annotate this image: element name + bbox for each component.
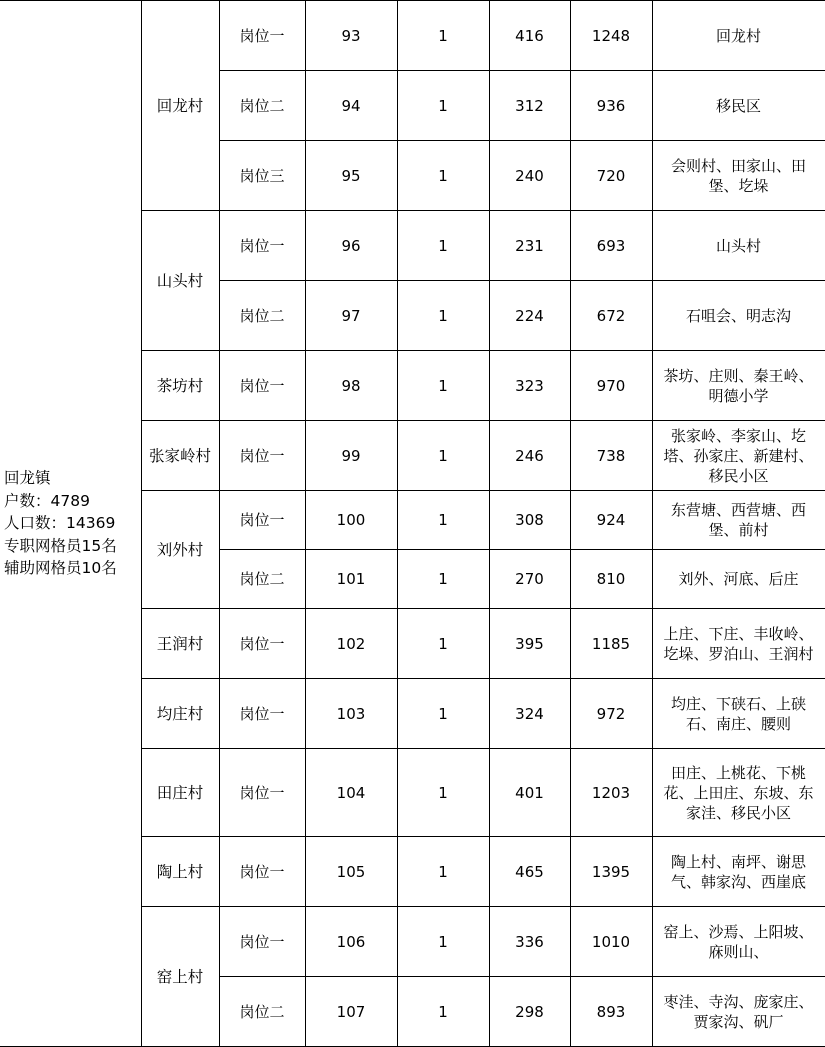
post-name: 岗位一 — [219, 679, 305, 749]
post-name: 岗位一 — [219, 609, 305, 679]
post-number: 107 — [305, 977, 397, 1047]
village-name: 田庄村 — [141, 749, 219, 837]
town-assistant: 辅助网格员10名 — [4, 559, 117, 578]
post-number: 105 — [305, 837, 397, 907]
post-name: 岗位一 — [219, 837, 305, 907]
coverage-areas: 山头村 — [652, 211, 825, 281]
post-name: 岗位一 — [219, 907, 305, 977]
post-name: 岗位三 — [219, 141, 305, 211]
staff-count: 1 — [397, 421, 489, 491]
post-number: 94 — [305, 71, 397, 141]
coverage-areas: 回龙村 — [652, 1, 825, 71]
population-count: 924 — [570, 491, 652, 550]
town-fulltime: 专职网格员15名 — [4, 536, 117, 555]
post-name: 岗位一 — [219, 351, 305, 421]
household-count: 336 — [489, 907, 570, 977]
household-count: 270 — [489, 550, 570, 609]
post-number: 97 — [305, 281, 397, 351]
post-number: 93 — [305, 1, 397, 71]
table-body — [0, 1, 825, 1047]
population-count: 1010 — [570, 907, 652, 977]
coverage-areas: 枣洼、寺沟、庞家庄、贾家沟、矾厂 — [652, 977, 825, 1047]
staff-count: 1 — [397, 837, 489, 907]
coverage-areas: 陶上村、南坪、谢思气、韩家沟、西崖底 — [652, 837, 825, 907]
village-name: 张家岭村 — [141, 421, 219, 491]
post-number: 106 — [305, 907, 397, 977]
village-name: 刘外村 — [141, 491, 219, 609]
post-name: 岗位一 — [219, 211, 305, 281]
post-name: 岗位一 — [219, 491, 305, 550]
table-row — [0, 1, 825, 71]
coverage-areas: 张家岭、李家山、圪塔、孙家庄、新建村、移民小区 — [652, 421, 825, 491]
post-number: 100 — [305, 491, 397, 550]
staff-count: 1 — [397, 749, 489, 837]
town-summary-cell — [0, 1, 141, 1047]
post-number: 102 — [305, 609, 397, 679]
post-number: 104 — [305, 749, 397, 837]
coverage-areas: 窑上、沙焉、上阳坡、庥则山、 — [652, 907, 825, 977]
population-count: 693 — [570, 211, 652, 281]
population-count: 936 — [570, 71, 652, 141]
coverage-areas: 会则村、田家山、田堡、圪垛 — [652, 141, 825, 211]
population-count: 720 — [570, 141, 652, 211]
staff-count: 1 — [397, 351, 489, 421]
household-count: 395 — [489, 609, 570, 679]
population-count: 1248 — [570, 1, 652, 71]
staff-count: 1 — [397, 907, 489, 977]
village-name: 回龙村 — [141, 1, 219, 211]
post-name: 岗位一 — [219, 1, 305, 71]
coverage-areas: 茶坊、庄则、秦王岭、明德小学 — [652, 351, 825, 421]
post-name: 岗位二 — [219, 71, 305, 141]
population-count: 972 — [570, 679, 652, 749]
village-name: 山头村 — [141, 211, 219, 351]
staff-count: 1 — [397, 1, 489, 71]
household-count: 401 — [489, 749, 570, 837]
staff-count: 1 — [397, 609, 489, 679]
post-number: 99 — [305, 421, 397, 491]
household-count: 308 — [489, 491, 570, 550]
household-count: 324 — [489, 679, 570, 749]
staff-count: 1 — [397, 71, 489, 141]
household-count: 224 — [489, 281, 570, 351]
population-count: 1203 — [570, 749, 652, 837]
staff-count: 1 — [397, 491, 489, 550]
population-count: 1185 — [570, 609, 652, 679]
coverage-areas: 刘外、河底、后庄 — [652, 550, 825, 609]
post-name: 岗位一 — [219, 421, 305, 491]
staff-count: 1 — [397, 550, 489, 609]
population-count: 1395 — [570, 837, 652, 907]
post-number: 103 — [305, 679, 397, 749]
population-count: 738 — [570, 421, 652, 491]
coverage-areas: 上庄、下庄、丰收岭、圪垛、罗泊山、王润村 — [652, 609, 825, 679]
post-number: 98 — [305, 351, 397, 421]
post-number: 101 — [305, 550, 397, 609]
town-households: 户数：4789 — [4, 491, 90, 510]
post-name: 岗位二 — [219, 550, 305, 609]
town-population: 人口数：14369 — [4, 514, 116, 533]
coverage-areas: 均庄、下硖石、上硖石、南庄、腰则 — [652, 679, 825, 749]
staff-count: 1 — [397, 679, 489, 749]
village-name: 茶坊村 — [141, 351, 219, 421]
coverage-areas: 移民区 — [652, 71, 825, 141]
population-count: 970 — [570, 351, 652, 421]
staff-count: 1 — [397, 211, 489, 281]
staff-count: 1 — [397, 977, 489, 1047]
household-count: 312 — [489, 71, 570, 141]
post-number: 96 — [305, 211, 397, 281]
population-count: 893 — [570, 977, 652, 1047]
household-count: 246 — [489, 421, 570, 491]
village-name: 均庄村 — [141, 679, 219, 749]
household-count: 298 — [489, 977, 570, 1047]
post-number: 95 — [305, 141, 397, 211]
population-count: 810 — [570, 550, 652, 609]
staff-count: 1 — [397, 281, 489, 351]
village-name: 陶上村 — [141, 837, 219, 907]
post-name: 岗位一 — [219, 749, 305, 837]
village-name: 王润村 — [141, 609, 219, 679]
coverage-areas: 田庄、上桃花、下桃花、上田庄、东坡、东家洼、移民小区 — [652, 749, 825, 837]
town-name: 回龙镇 — [4, 469, 51, 488]
village-name: 窑上村 — [141, 907, 219, 1047]
population-count: 672 — [570, 281, 652, 351]
coverage-areas: 石咀会、明志沟 — [652, 281, 825, 351]
household-count: 231 — [489, 211, 570, 281]
household-count: 465 — [489, 837, 570, 907]
household-count: 240 — [489, 141, 570, 211]
household-count: 323 — [489, 351, 570, 421]
coverage-areas: 东营塘、西营塘、西堡、前村 — [652, 491, 825, 550]
household-count: 416 — [489, 1, 570, 71]
post-name: 岗位二 — [219, 281, 305, 351]
post-name: 岗位二 — [219, 977, 305, 1047]
staff-count: 1 — [397, 141, 489, 211]
